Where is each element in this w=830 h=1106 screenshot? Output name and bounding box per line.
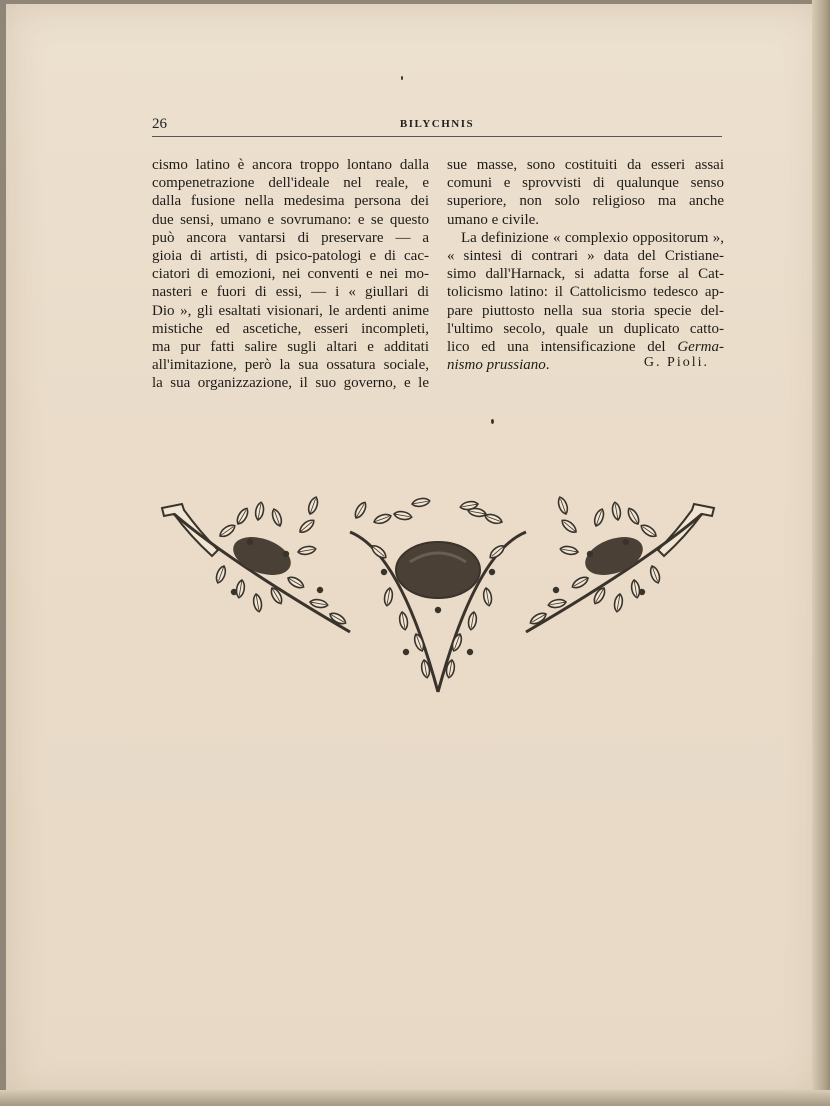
text-line: nasteri e fuori di essi, — i « giullari di	[152, 284, 429, 301]
text-line: simo dall'Harnack, si adatta forse al Cat-	[447, 266, 724, 283]
left-column	[152, 156, 429, 392]
author-signature: G. Pioli.	[643, 355, 709, 370]
text-line: mistiche ed ascetiche, esseri incompleti,	[152, 320, 429, 337]
text-line: ma pur fatti salire sugli altari e additati	[152, 338, 429, 355]
text-line: può ancora vantarsi di preservare — a	[152, 229, 429, 246]
laurel-wreath-ornament-icon	[160, 492, 716, 698]
text-line: l'ultimo secolo, quale un duplicato catto-	[447, 320, 724, 337]
text-line: ciatori di emozioni, nei conventi e nei mo-	[152, 266, 429, 283]
text-line: cismo latino è ancora troppo lontano dalla	[152, 157, 429, 173]
text-segment: .	[545, 357, 550, 374]
right-horn-icon	[526, 504, 714, 632]
ink-speck	[491, 419, 494, 424]
page-header	[152, 114, 722, 137]
page-edge-bottom	[0, 1090, 830, 1106]
italic-text: nismo prussiano	[447, 357, 546, 374]
text-line: all'imitazione, però la sua ossatura sociale,	[152, 357, 429, 374]
text-line: Dio », gli esaltati visionari, le ardenti anime	[152, 302, 429, 319]
text-line: pare piuttosto nella sua storia specie del-	[447, 302, 724, 319]
text-line: due sensi, umano e sovrumano: e se questo	[152, 211, 429, 228]
page-edge-right	[812, 0, 830, 1106]
ink-speck	[401, 76, 403, 80]
central-laurel-icon	[350, 497, 526, 692]
running-title: BILYCHNIS	[399, 118, 475, 130]
text-line: sue masse, sono costituiti da esseri assai	[447, 157, 724, 173]
text-line: umano e civile.	[447, 211, 540, 228]
left-horn-icon	[162, 504, 350, 632]
text-line: compenetrazione dell'ideale nel reale, e	[152, 175, 429, 192]
text-line: superiore, non solo religioso ma anche	[447, 193, 724, 210]
text-line: tolicismo latino: il Cattolicismo tedesco ap-	[447, 284, 724, 301]
page-number: 26	[152, 116, 167, 132]
text-line: dalla fusione nella medesima persona dei	[152, 193, 429, 210]
text-segment: lico ed una intensificazione del	[447, 338, 678, 355]
text-line: comuni e sprovvisti di qualunque senso	[447, 175, 724, 192]
text-line: La definizione « complexio oppositorum »,	[461, 229, 724, 246]
text-line: la sua organizzazione, il suo governo, e le	[152, 375, 429, 392]
italic-text: Germa-	[677, 338, 724, 355]
right-column	[447, 156, 724, 374]
text-line: gioia di artisti, di psico-patologi e di cac-	[152, 247, 429, 264]
text-line	[447, 338, 724, 356]
text-line: « sintesi di contrari » data del Cristiane-	[447, 247, 724, 264]
